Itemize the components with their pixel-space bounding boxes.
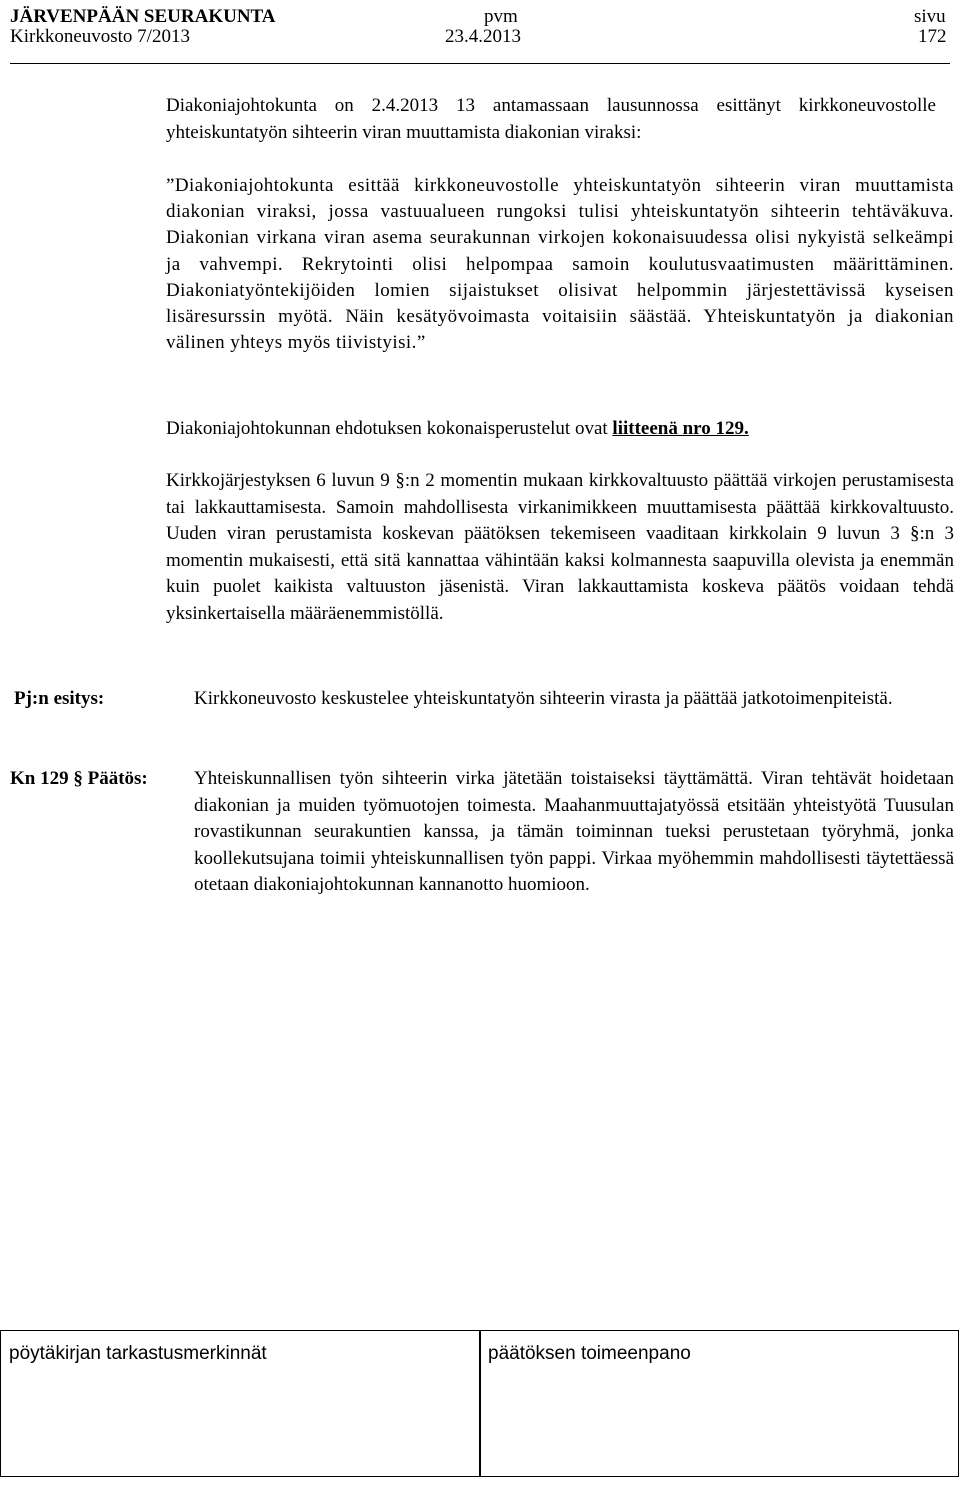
law-paragraph: Kirkkojärjestyksen 6 luvun 9 §:n 2 momentin mukaan kirkkovaltuusto päättää virkojen perustamisesta tai lakkauttamisesta. Samoin mahdollisesta virkanimikkeen muuttamisesta päättää kirkkovaltuusto. Uuden viran perustamista koskevan päätöksen tekemiseen vaaditaan kirkkolain 9 luvun 3 §:n 3 momentin mukaisesti, että sitä kannattaa vähintään kaksi kolmannesta saapuvilla olevista ja enemmän kuin puolet kaikista valtuuston jäsenistä. Viran lakkauttamista koskeva päätös voidaan tehdä yksinkertaisella määräenemmistöllä. [166,470,954,624]
meeting-name: Kirkkoneuvosto 7/2013 [10,26,190,47]
decision-label: Kn 129 § Päätös: [10,768,148,789]
execution-box [479,1330,959,1477]
decision-text: Yhteiskunnallisen työn sihteerin virka jätetään toistaiseksi täyttämättä. Viran tehtävät hoidetaan diakonian ja muiden työmuotojen toimesta. Maahanmuuttajatyössä etsitään yhteistyötä Tuusulan rovastikunnan seurakuntien kanssa, ja tämän toiminnan tueksi perustetaan työryhmä, jonka koollekutsujana toimii yhteiskunnallisen työn pappi. Virkaa myöhemmin mahdollisesti täytettäessä otetaan diakoniajohtokunnan kannanotto huomioon. [194,768,954,895]
quoted-statement: ”Diakoniajohtokunta esittää kirkkoneuvostolle yhteiskuntatyön sihteerin viran muuttamista diakonian viraksi, jossa vastuualueen rungoksi tulisi yhteiskuntatyön sihteerin tehtäväkuva. Diakonian virkana viran asema seurakunnan virkojen kokonaisuudessa olisi nykyistä selkeämpi ja vahvempi. Rekrytointi olisi helpompaa samoin koulutusvaatimusten määrittäminen. Diakoniatyöntekijöiden lomien sijaistukset olisivat helpommin järjestettävissä kyseisen lisäresurssin myötä. Näin kesätyövoimasta voitaisiin säästää. Yhteiskuntatyön ja diakonian välinen yhteys myös tiivistyisi.” [166,175,954,354]
date-label: pvm [484,6,518,27]
header-divider [10,63,950,64]
page-label: sivu [914,6,946,27]
attachment-link[interactable]: liitteenä nro 129. [612,418,749,439]
attachment-text: Diakoniajohtokunnan ehdotuksen kokonaisperustelut ovat [166,418,608,439]
review-marks-label: pöytäkirjan tarkastusmerkinnät [9,1343,267,1364]
proposal-text: Kirkkoneuvosto keskustelee yhteiskuntatyön sihteerin virasta ja päättää jatkotoimenpiteistä. [194,688,893,709]
meeting-date: 23.4.2013 [445,26,521,47]
intro-paragraph: Diakoniajohtokunta on 2.4.2013 13 antamassaan lausunnossa esittänyt kirkkoneuvostolle yhteiskuntatyön sihteerin viran muuttamista diakonian viraksi: [166,95,936,143]
review-marks-box [0,1330,481,1477]
attachment-paragraph [166,416,956,443]
execution-label: päätöksen toimeenpano [488,1343,691,1364]
org-name: JÄRVENPÄÄN SEURAKUNTA [10,6,276,27]
proposal-label: Pj:n esitys: [14,688,105,709]
page-number: 172 [918,26,947,47]
